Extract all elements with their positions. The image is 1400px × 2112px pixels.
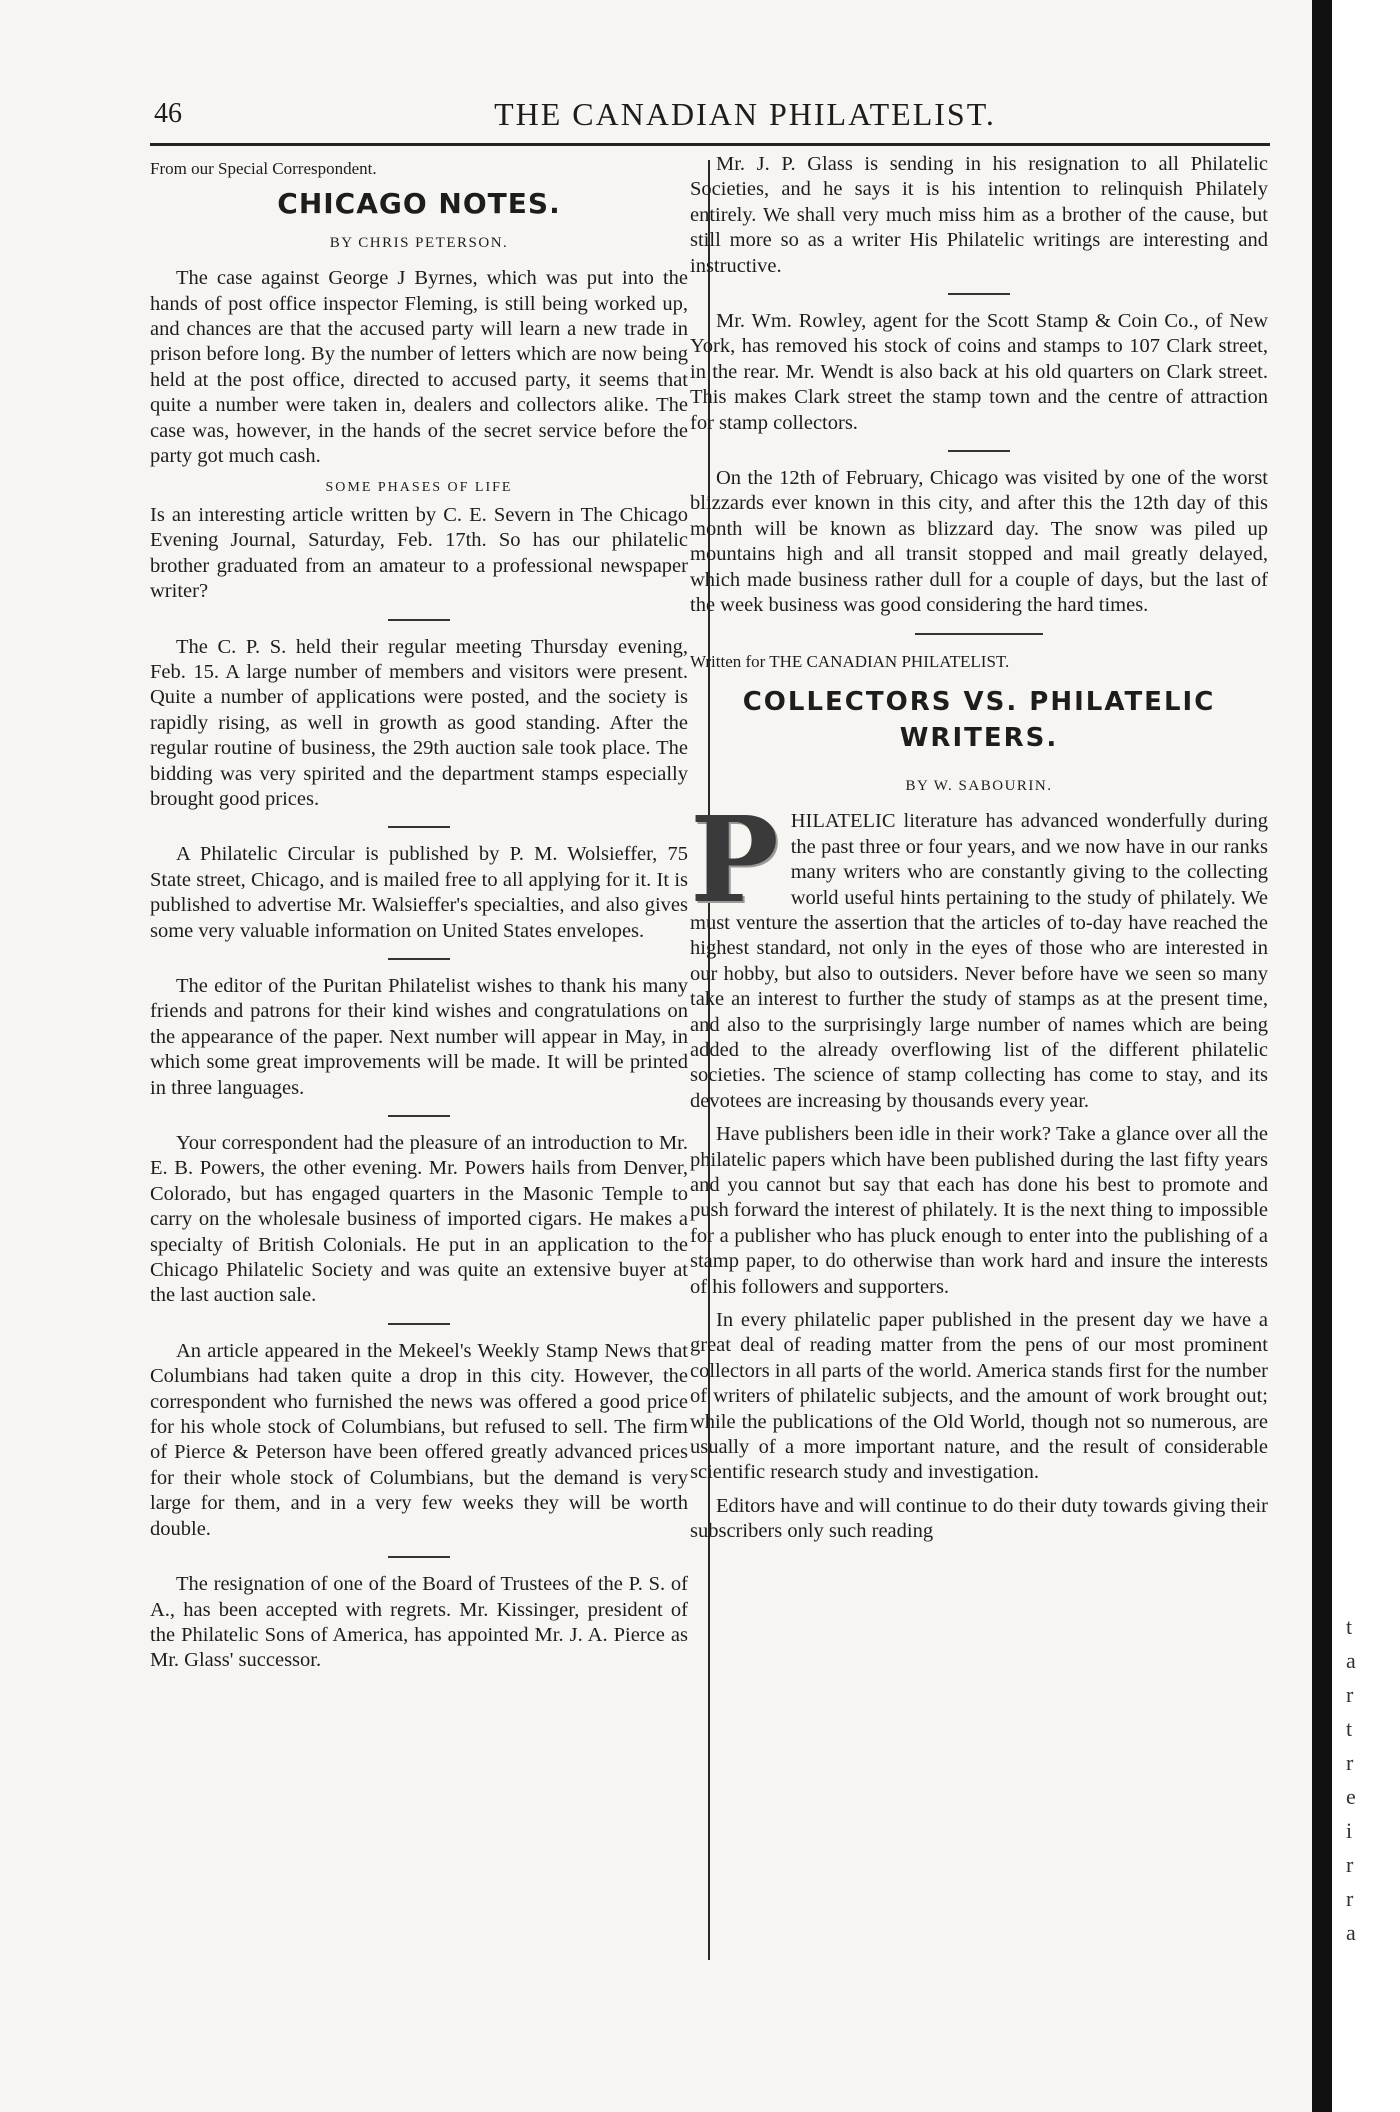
paragraph-byrnes-case: The case against George J Byrnes, which was put into the hands of post office inspector Fleming, is still being worked up, and chances are that the accused party will learn a new trade in prison before long. By the number of letters which are now being held at the post office, directed to accused party, it seems that quite a number were taken in, dealers and collectors alike. The case was, however, in the hands of the secret service before the party got much cash. bbox=[150, 267, 688, 468]
separator-rule bbox=[388, 1115, 450, 1117]
fragment: i bbox=[1346, 1818, 1353, 1843]
fragment: e bbox=[1346, 1784, 1356, 1809]
byline: BY CHRIS PETERSON. bbox=[329, 234, 509, 251]
separator-rule bbox=[388, 958, 450, 960]
byline: BY W. SABOURIN. bbox=[905, 777, 1053, 794]
fragment: r bbox=[1346, 1682, 1354, 1707]
adjacent-page-edge bbox=[1312, 0, 1400, 2112]
separator-rule bbox=[388, 1556, 450, 1558]
fragment: t bbox=[1346, 1614, 1353, 1639]
paragraph-philatelic-circular: A Philatelic Circular is published by P. M. Wolsieffer, 75 State street, Chicago, and is mailed free to all applying for it. It is published to advertise Mr. Walsieffer's specialties, and also gives some very valuable information on United States envelopes. bbox=[150, 843, 688, 942]
separator-rule bbox=[388, 826, 450, 828]
article-title-collectors-vs-writers: COLLECTORS VS. PHILATELIC WRITERS. bbox=[742, 686, 1216, 753]
page-number: 46 bbox=[154, 98, 182, 129]
header-rule bbox=[150, 143, 1270, 146]
left-column bbox=[150, 152, 688, 1674]
right-column bbox=[690, 152, 1268, 1545]
fragment: r bbox=[1346, 1750, 1354, 1775]
written-for-note: Written for THE CANADIAN PHILATELIST. bbox=[690, 651, 1010, 671]
fragment: a bbox=[1346, 1920, 1356, 1945]
paragraph-publishers-idle: Have publishers been idle in their work? Take a glance over all the philatelic papers which have been published during the last fifty years and you cannot but say that each has done his best to promote and push forward the interest of philately. It is the next thing to impossible for a publisher who has pluck enough to enter into the publishing of a stamp paper, to do otherwise than work hard and insure the interests of his followers and supporters. bbox=[690, 1123, 1268, 1298]
paragraph-powers-introduction: Your correspondent had the pleasure of an introduction to Mr. E. B. Powers, the other evening. Mr. Powers hails from Denver, Colorado, but has engaged quarters in the Masonic Temple to carry on the wholesale business of imported cigars. He makes a specialty of British Colonials. He put in an application to the Chicago Philatelic Society and was quite an extensive buyer at the last auction sale. bbox=[150, 1132, 688, 1307]
correspondent-note: From our Special Correspondent. bbox=[150, 159, 377, 178]
paragraph-editors-duty: Editors have and will continue to do their duty towards giving their subscribers only such reading bbox=[690, 1494, 1268, 1543]
paragraph-cps-meeting: The C. P. S. held their regular meeting Thursday evening, Feb. 15. A large number of members and visitors were present. Quite a number of applications were posted, and the society is rapidly rising, as well in growth as good standing. After the regular routine of business, the 29th auction sale took place. The bidding was very spirited and the department stamps especially brought good prices. bbox=[150, 635, 688, 810]
separator-rule bbox=[948, 293, 1010, 295]
paragraph-puritan-philatelist: The editor of the Puritan Philatelist wishes to thank his many friends and patrons for their kind wishes and congratulations on the appearance of the paper. Next number will appear in May, in which some great improvements will be made. It will be printed in three languages. bbox=[150, 974, 688, 1099]
binding-shadow bbox=[1312, 0, 1332, 2112]
fragment: t bbox=[1346, 1716, 1353, 1741]
drop-cap-lead-word: HILATELIC bbox=[790, 810, 896, 833]
paragraph-rowley-move: Mr. Wm. Rowley, agent for the Scott Stamp & Coin Co., of New York, has removed his stock of coins and stamps to 107 Clark street, in the rear. Mr. Wendt is also back at his old quarters on Clark street. This makes Clark street the stamp town and the centre of attraction for stamp collectors. bbox=[690, 310, 1268, 434]
paragraph-literature-body: literature has advanced wonderfully during the past three or four years, and we now have in our ranks many writers who are constantly giving to the collecting world useful hints pertaining to the study of philately. We must venture the assertion that the articles of to-day have reached the highest standard, not only in the eyes of those who are interested in our hobby, but also to outsiders. Never before have we seen so many take an interest to further the study of stamps as at the present time, and also to the surprisingly large number of names which are being added to the already overflowing list of the different philatelic societies. The science of stamp collecting has come to stay, and its devotees are increasing by thousands every year. bbox=[690, 810, 1268, 1112]
fragment: a bbox=[1346, 1648, 1356, 1673]
paragraph-board-resignation: The resignation of one of the Board of Trustees of the P. S. of A., has been accepted with regrets. Mr. Kissinger, president of the Philatelic Sons of America, has appointed Mr. J. A. Pierce as Mr. Glass' successor. bbox=[150, 1573, 688, 1672]
paragraph-blizzard: On the 12th of February, Chicago was visited by one of the worst blizzards ever known in this city, and after this the 12th day of this month will be known as blizzard day. The snow was piled up mountains high and all transit stopped and mail greatly delayed, which made business rather dull for a couple of days, but the last of the week business was good considering the hard times. bbox=[690, 467, 1268, 617]
separator-rule bbox=[388, 1323, 450, 1325]
paragraph-literature-advanced bbox=[690, 790, 1268, 1114]
fragment: r bbox=[1346, 1852, 1354, 1877]
drop-cap-letter: P bbox=[690, 790, 779, 930]
running-title: THE CANADIAN PHILATELIST. bbox=[494, 96, 996, 132]
fragment: r bbox=[1346, 1886, 1354, 1911]
separator-rule bbox=[948, 450, 1010, 452]
article-title-chicago-notes: CHICAGO NOTES. bbox=[277, 187, 561, 221]
paragraph-severn-article: Is an interesting article written by C. E. Severn in The Chicago Evening Journal, Saturday, Feb. 17th. So has our philatelic brother graduated from an amateur to a professional newspaper writer? bbox=[150, 503, 688, 603]
separator-rule bbox=[388, 619, 450, 621]
paragraph-glass-resignation: Mr. J. P. Glass is sending in his resignation to all Philatelic Societies, and he says it is his intention to relinquish Philately entirely. We shall very much miss him as a brother of the cause, but still more so as a writer His Philatelic writings are interesting and instructive. bbox=[690, 153, 1268, 277]
separator-rule-wide bbox=[915, 633, 1043, 635]
page-header bbox=[150, 92, 1270, 132]
paragraph-every-paper: In every philatelic paper published in the present day we have a great deal of reading matter from the pens of our most prominent collectors in all parts of the world. America stands first for the number of writers of philatelic subjects, and the amount of work brought out; while the publications of the Old World, though not so numerous, are usually of a more important nature, and the result of considerable scientific research study and investigation. bbox=[690, 1309, 1268, 1484]
subhead-phases-of-life: SOME PHASES OF LIFE bbox=[325, 480, 513, 496]
adjacent-page-fragments bbox=[1346, 1610, 1390, 1950]
paragraph-columbians: An article appeared in the Mekeel's Weekly Stamp News that Columbians had taken quite a drop in this city. However, the correspondent who furnished the news was offered a good price for his whole stock of Columbians, but refused to sell. The firm of Pierce & Peterson have been offered greatly advanced prices for their whole stock of Columbians, but the demand is very large for them, and in a very few weeks they will be worth double. bbox=[150, 1339, 688, 1540]
